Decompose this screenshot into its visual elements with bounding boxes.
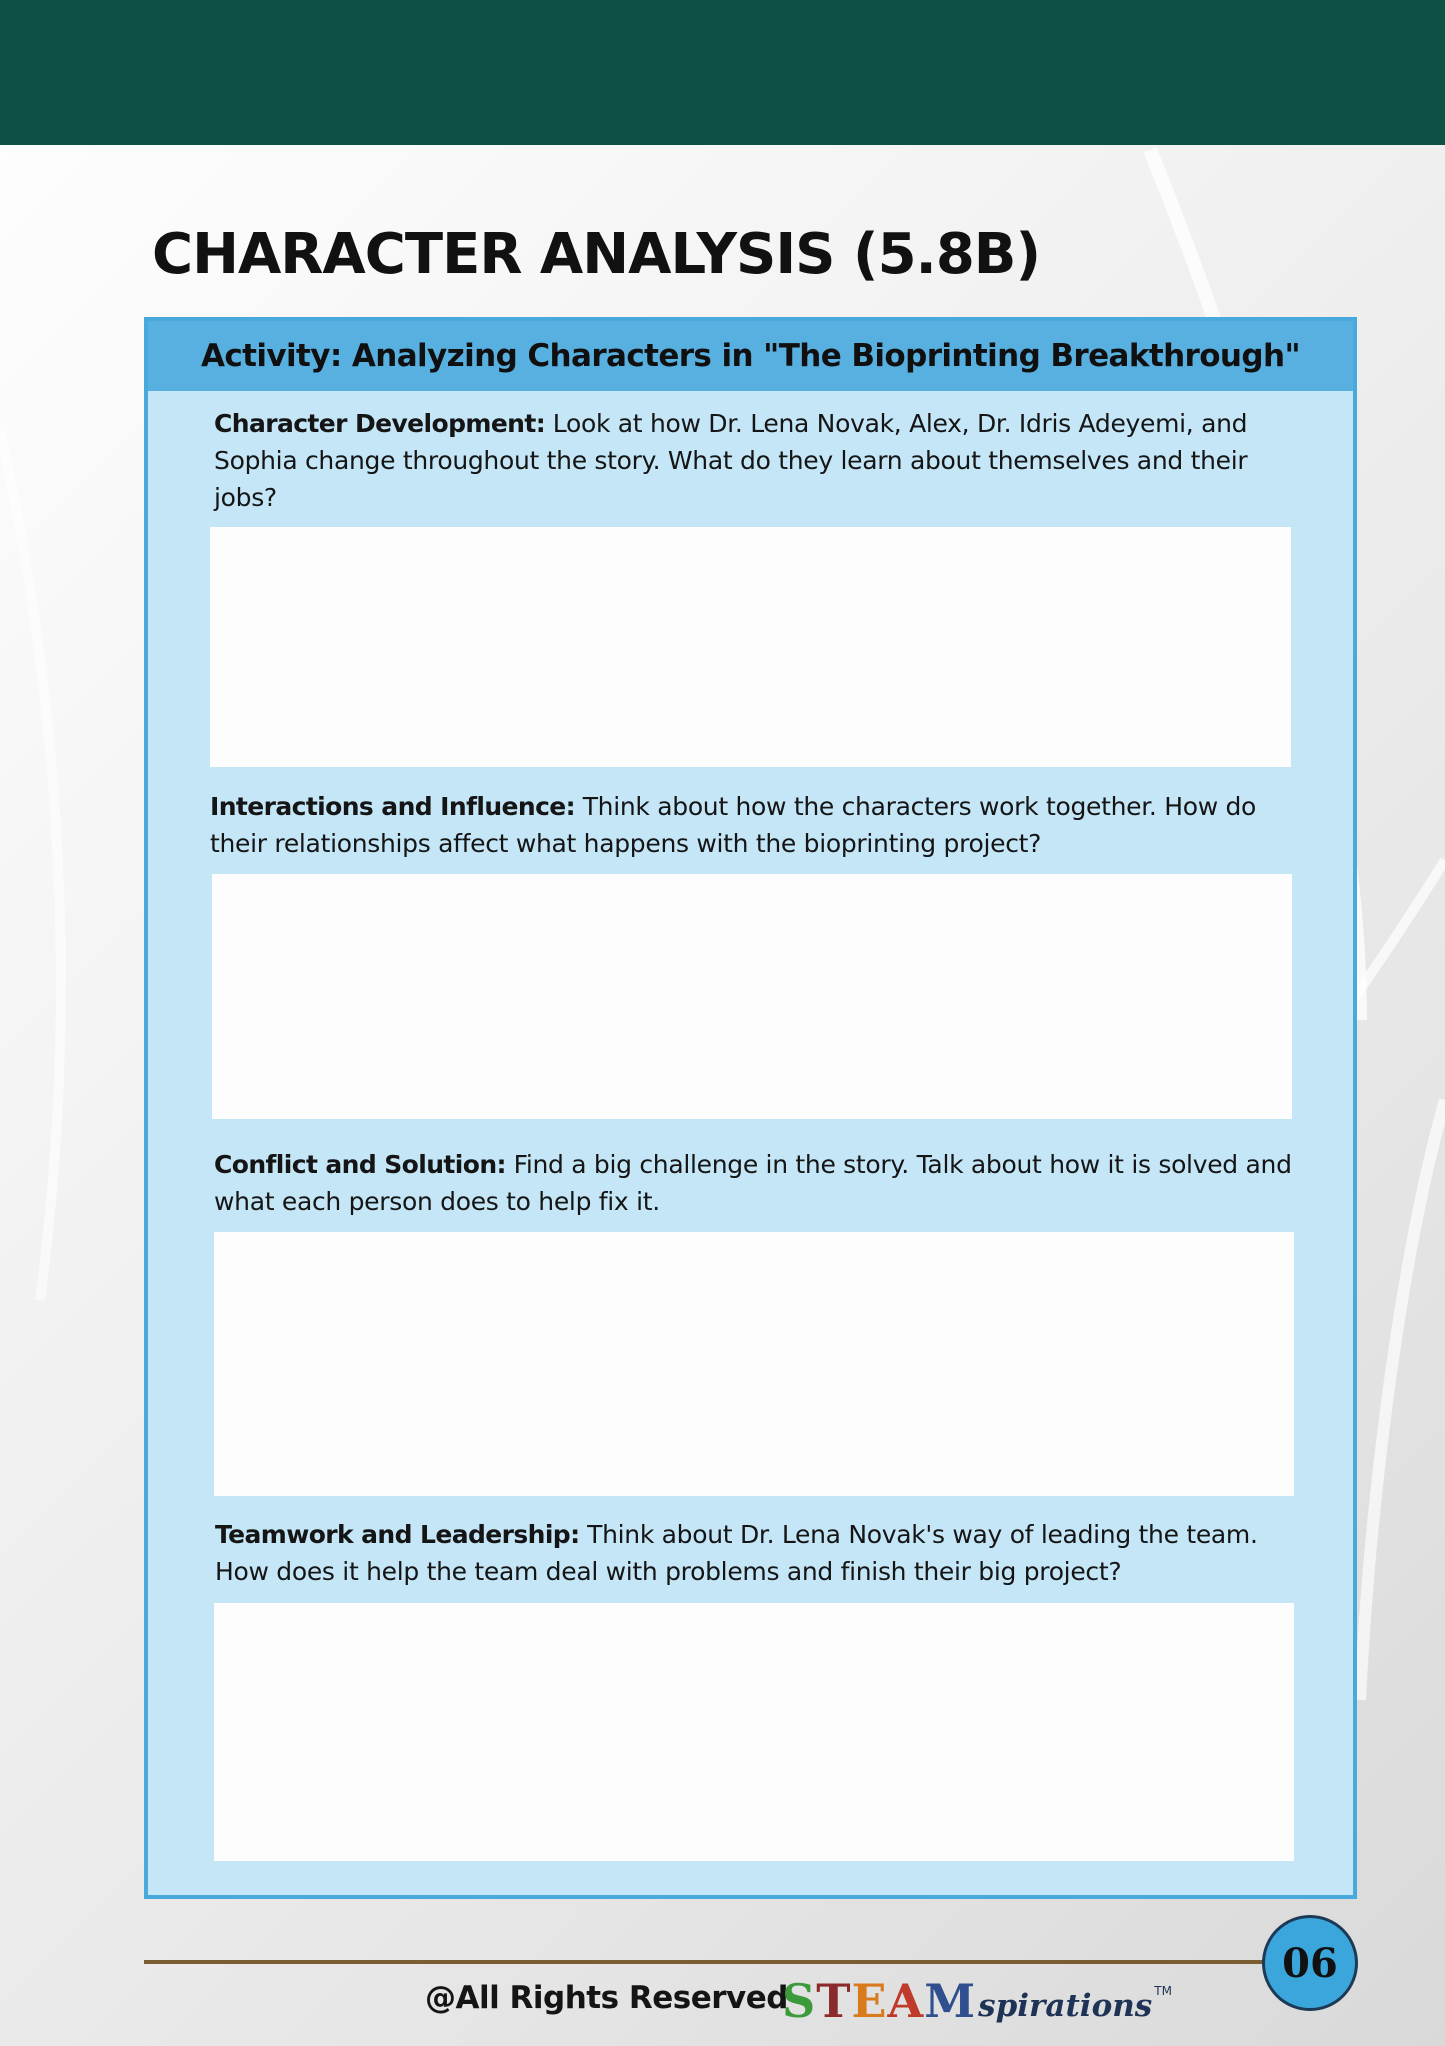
logo-letter-t: T: [816, 1974, 852, 2028]
answer-box-conflict-solution[interactable]: [214, 1232, 1294, 1496]
activity-panel: [144, 317, 1357, 1899]
page-title: CHARACTER ANALYSIS (5.8B): [152, 222, 1041, 287]
prompt-conflict-solution: [214, 1146, 1294, 1220]
top-header-band: [0, 0, 1445, 145]
page-number: 06: [1282, 1939, 1338, 1987]
logo-suffix: spirations: [978, 1988, 1153, 2024]
prompt-lead: Interactions and Influence:: [210, 792, 576, 821]
prompt-lead: Teamwork and Leadership:: [215, 1520, 580, 1549]
prompt-character-development: [214, 405, 1294, 516]
prompt-text: Look at how Dr. Lena Novak, Alex, Dr. Idris Adeyemi, and Sophia change throughout the story. What do they learn about themselves and their jobs?: [214, 409, 1248, 512]
prompt-text: Think about how the characters work together. How do their relationships affect what happens with the bioprinting project?: [210, 792, 1257, 858]
answer-box-teamwork-leadership[interactable]: [214, 1603, 1294, 1861]
logo-letter-s: S: [782, 1974, 817, 2028]
answer-box-interactions-influence[interactable]: [212, 874, 1292, 1119]
prompt-teamwork-leadership: [215, 1516, 1305, 1590]
logo-letter-a: A: [887, 1974, 925, 2028]
answer-box-character-development[interactable]: [210, 527, 1291, 767]
prompt-text: Think about Dr. Lena Novak's way of leading the team. How does it help the team deal with problems and finish their big project?: [215, 1520, 1258, 1586]
page-number-badge: [1262, 1915, 1358, 2011]
prompt-lead: Conflict and Solution:: [214, 1150, 506, 1179]
logo-trademark: TM: [1154, 1984, 1172, 1998]
logo-letter-m: M: [924, 1974, 977, 2028]
footer-divider: [144, 1960, 1274, 1964]
activity-header-text: Activity: Analyzing Characters in "The Bioprinting Breakthrough": [200, 338, 1301, 374]
prompt-text: Find a big challenge in the story. Talk about how it is solved and what each person does to help fix it.: [214, 1150, 1292, 1216]
prompt-lead: Character Development:: [214, 409, 546, 438]
prompt-interactions-influence: [210, 788, 1294, 862]
logo-letter-e: E: [851, 1974, 888, 2028]
steamspirations-logo: [782, 1968, 1172, 2028]
activity-header: [148, 321, 1353, 391]
rights-reserved-text: @All Rights Reserved: [425, 1980, 788, 2016]
